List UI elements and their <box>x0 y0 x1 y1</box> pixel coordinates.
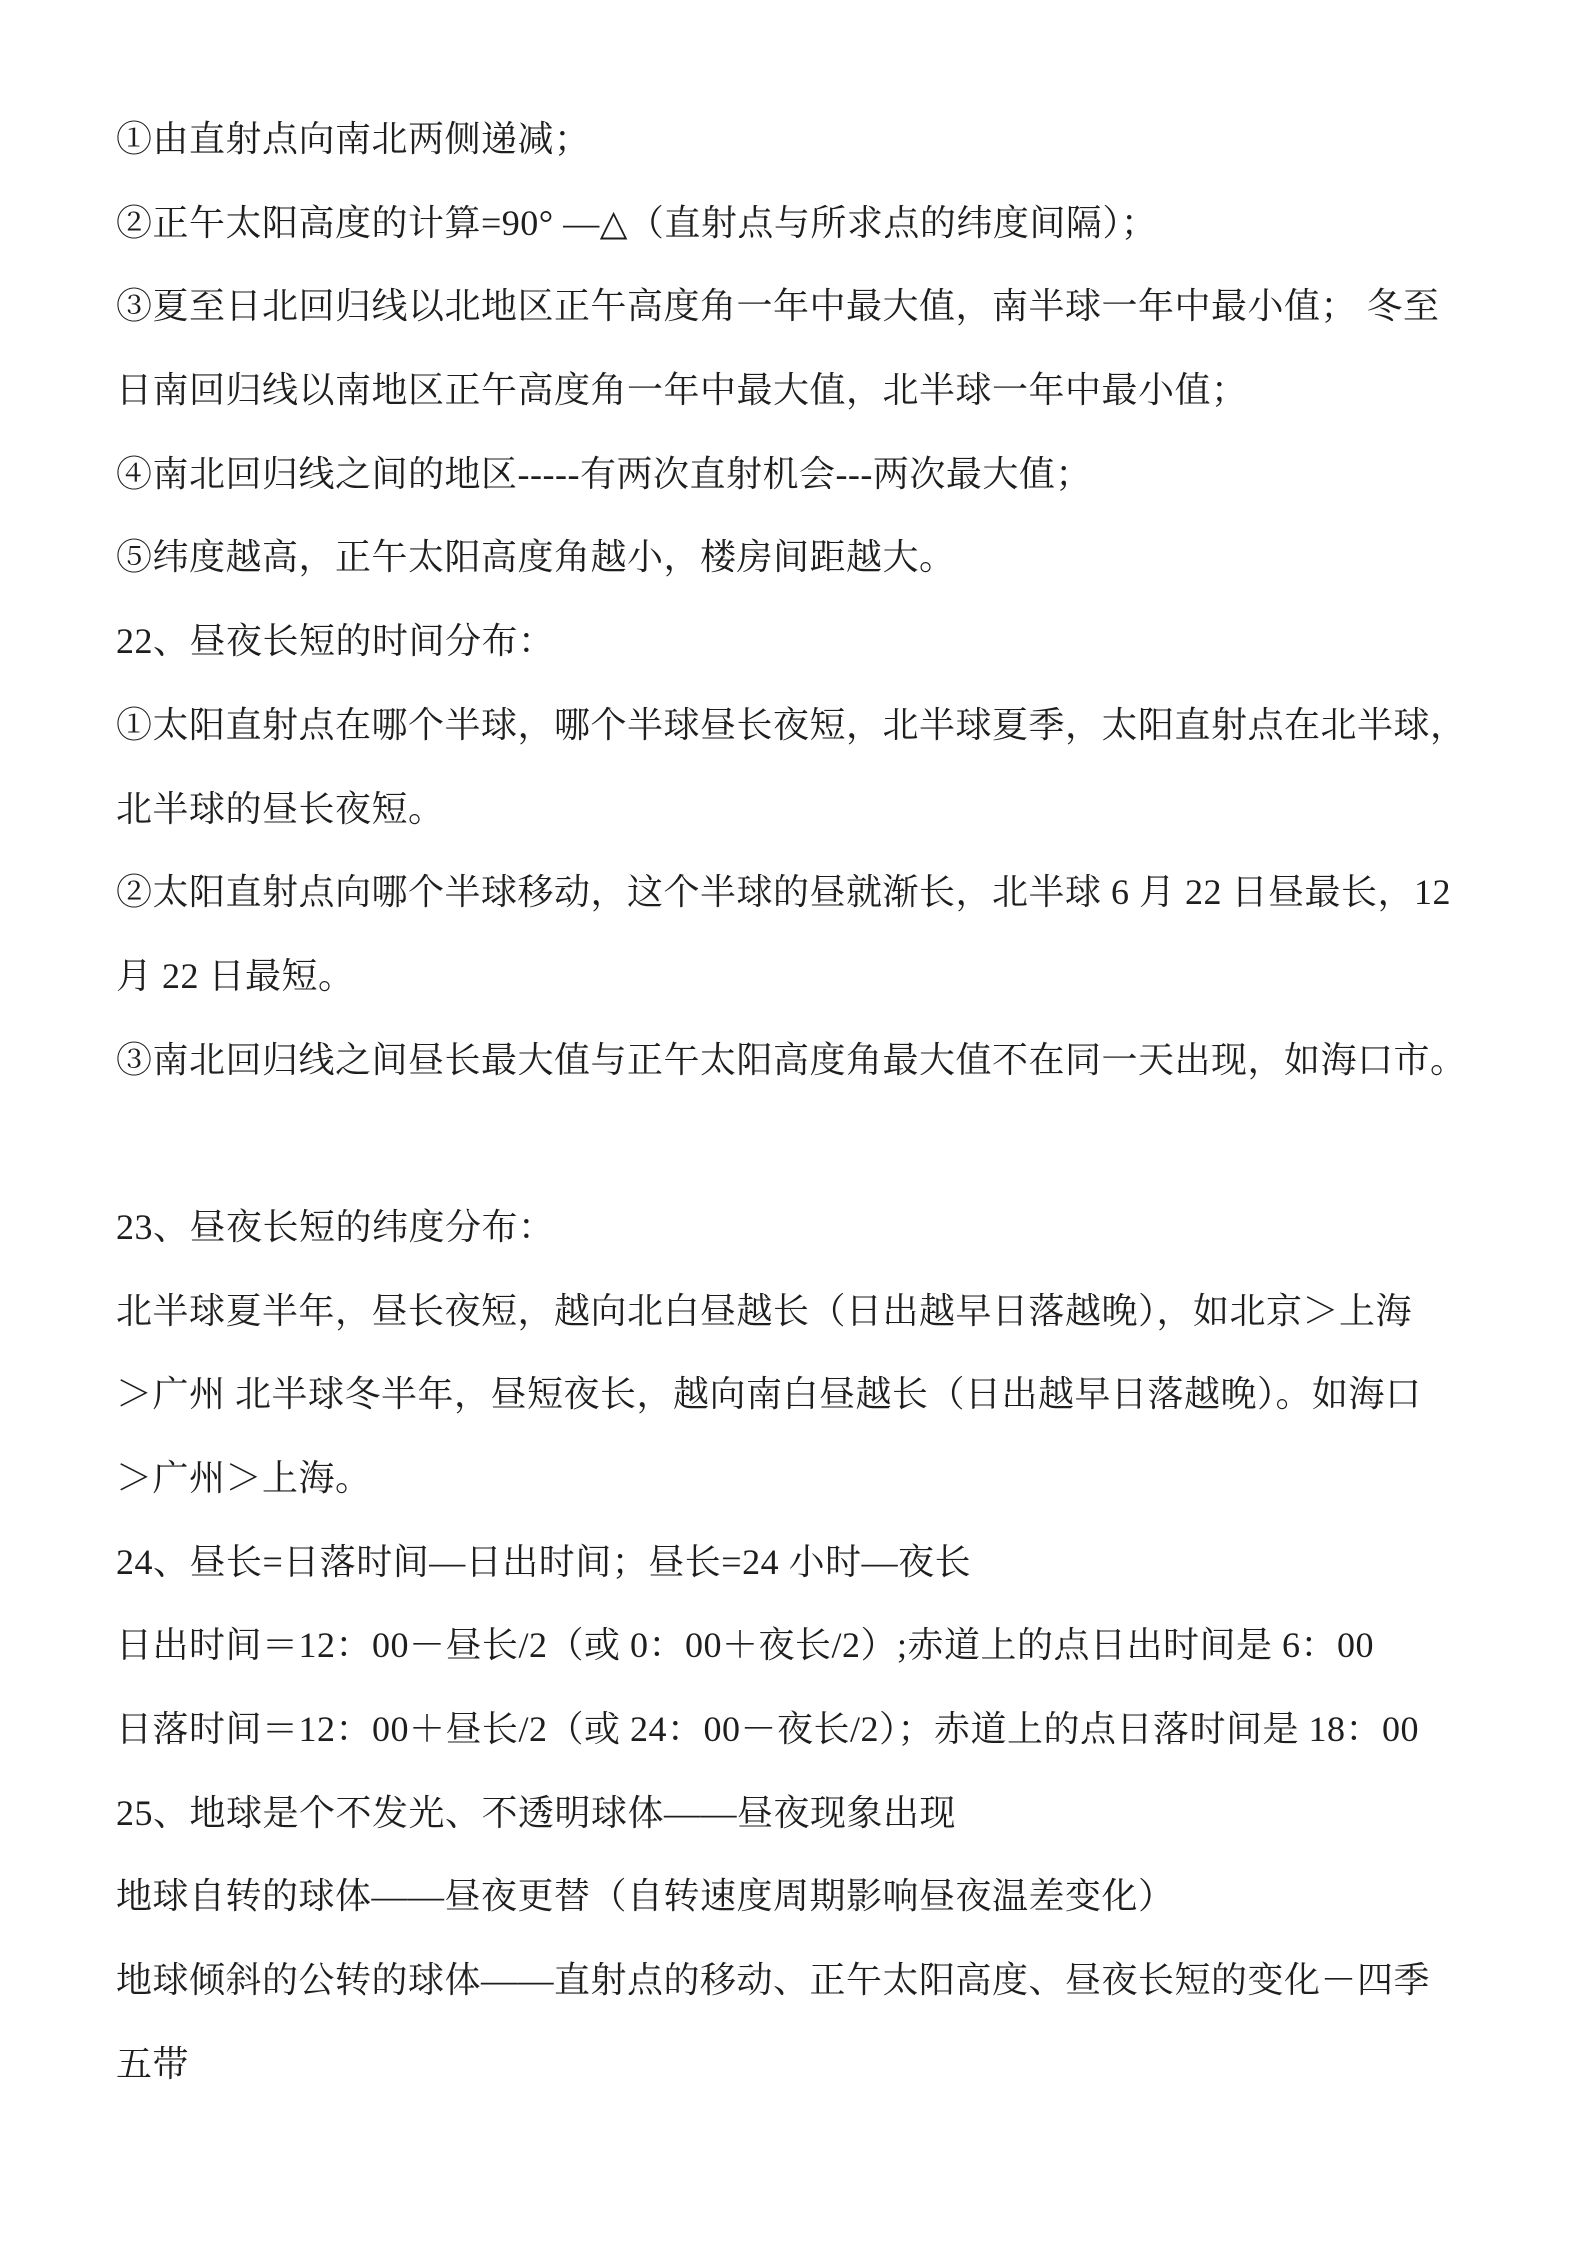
text-line: ①太阳直射点在哪个半球，哪个半球昼长夜短，北半球夏季，太阳直射点在北半球， <box>116 704 1467 745</box>
paragraph <box>116 851 1496 1018</box>
text-line: 地球自转的球体——昼夜更替（自转速度周期影响昼夜温差变化） <box>116 1876 1175 1917</box>
paragraph <box>116 684 1496 851</box>
paragraph <box>116 1604 1496 1688</box>
paragraph <box>116 98 1496 182</box>
paragraph <box>116 1019 1496 1103</box>
paragraph <box>116 1939 1496 2106</box>
text-line: 22、昼夜长短的时间分布： <box>116 621 555 662</box>
paragraph <box>116 1855 1496 1939</box>
paragraph <box>116 516 1496 600</box>
document-page <box>116 98 1496 2107</box>
paragraph <box>116 265 1496 432</box>
text-line: ⑤纬度越高，正午太阳高度角越小，楼房间距越大。 <box>116 537 956 578</box>
text-line: 日出时间＝12：00－昼长/2（或 0：00＋夜长/2）;赤道上的点日出时间是 6：00 <box>116 1625 1375 1666</box>
paragraph <box>116 1270 1496 1521</box>
text-line: ②正午太阳高度的计算=90° —△（直射点与所求点的纬度间隔）； <box>116 202 1158 243</box>
text-line: 23、昼夜长短的纬度分布： <box>116 1206 555 1247</box>
text-line: 日落时间＝12：00＋昼长/2（或 24：00－夜长/2）；赤道上的点日落时间是 18：00 <box>116 1709 1420 1750</box>
paragraph <box>116 1186 1496 1270</box>
text-line: ③南北回归线之间昼长最大值与正午太阳高度角最大值不在同一天出现，如海口市。 <box>116 1039 1467 1080</box>
paragraph <box>116 600 1496 684</box>
text-line: ④南北回归线之间的地区-----有两次直射机会---两次最大值； <box>116 453 1092 494</box>
text-line: 北半球的昼长夜短。 <box>116 788 445 829</box>
text-line: 北半球夏半年，昼长夜短，越向北白昼越长（日出越早日落越晚），如北京＞上海 <box>116 1290 1413 1331</box>
paragraph <box>116 1688 1496 1772</box>
text-line: 25、地球是个不发光、不透明球体——昼夜现象出现 <box>116 1792 957 1833</box>
text-line: 月 22 日最短。 <box>116 955 355 996</box>
paragraph <box>116 433 1496 517</box>
blank-line <box>116 1102 1496 1186</box>
paragraph <box>116 1521 1496 1605</box>
text-line: 日南回归线以南地区正午高度角一年中最大值，北半球一年中最小值； <box>116 370 1248 411</box>
text-line: 五带 <box>116 2043 190 2084</box>
text-line: ＞广州＞上海。 <box>116 1458 372 1498</box>
text-line: ③夏至日北回归线以北地区正午高度角一年中最大值，南半球一年中最小值； 冬至 <box>116 286 1440 327</box>
paragraph <box>116 1102 1496 1186</box>
text-line: 24、昼长=日落时间—日出时间；昼长=24 小时—夜长 <box>116 1541 972 1582</box>
text-line: 地球倾斜的公转的球体——直射点的移动、正午太阳高度、昼夜长短的变化－四季 <box>116 1960 1431 2001</box>
paragraph <box>116 1772 1496 1856</box>
text-line: ＞广州 北半球冬半年，昼短夜长，越向南白昼越长（日出越早日落越晚）。如海口 <box>116 1374 1422 1415</box>
paragraph <box>116 182 1496 266</box>
text-line: ②太阳直射点向哪个半球移动，这个半球的昼就渐长，北半球 6 月 22 日昼最长，12 <box>116 872 1452 913</box>
text-line: ①由直射点向南北两侧递减； <box>116 119 591 159</box>
